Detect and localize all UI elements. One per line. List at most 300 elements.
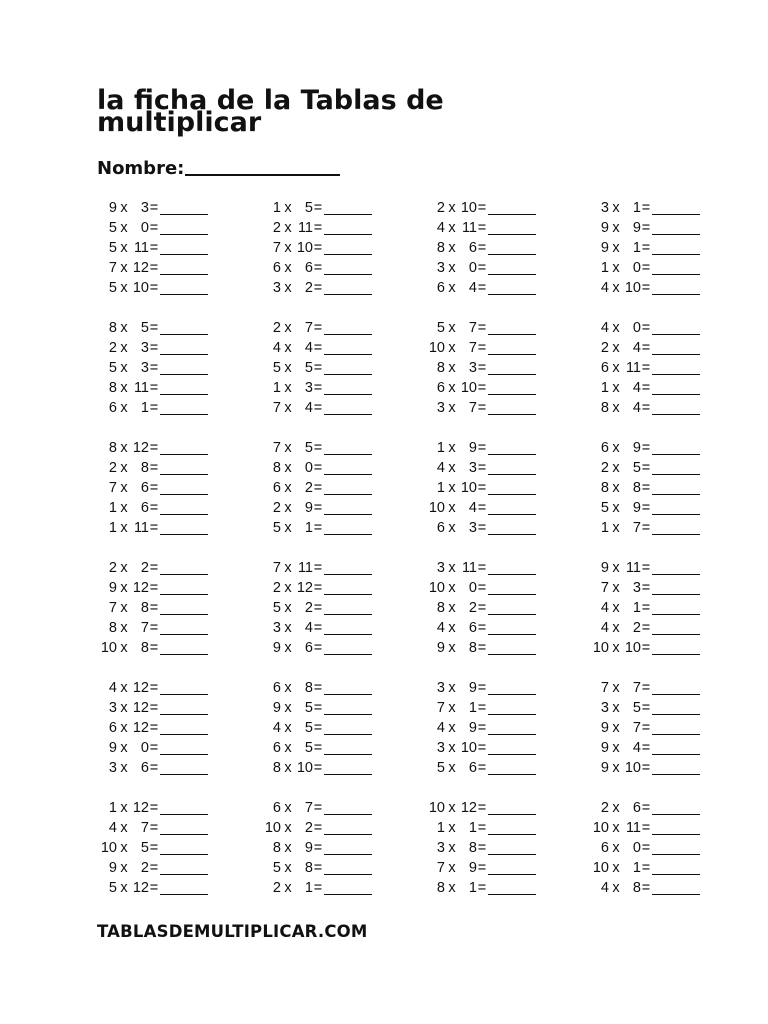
answer-blank[interactable] <box>652 601 700 615</box>
answer-blank[interactable] <box>652 461 700 475</box>
equals-sign: = <box>313 380 323 396</box>
answer-blank[interactable] <box>652 381 700 395</box>
answer-blank[interactable] <box>488 441 536 455</box>
answer-blank[interactable] <box>488 581 536 595</box>
factor-a: 3 <box>436 740 445 756</box>
answer-blank[interactable] <box>324 401 372 415</box>
answer-blank[interactable] <box>324 641 372 655</box>
factor-a: 5 <box>272 600 281 616</box>
times-sign: x <box>448 220 456 236</box>
multiplication-problem <box>425 878 541 898</box>
answer-blank[interactable] <box>160 341 208 355</box>
times-sign: x <box>120 860 128 876</box>
times-sign: x <box>448 460 456 476</box>
equals-sign: = <box>477 560 487 576</box>
answer-blank[interactable] <box>652 641 700 655</box>
factor-b: 12 <box>132 720 149 736</box>
factor-b: 4 <box>468 280 477 296</box>
multiplication-problem <box>589 878 705 898</box>
factor-a: 7 <box>600 680 609 696</box>
answer-blank[interactable] <box>652 761 700 775</box>
multiplication-problem <box>97 878 213 898</box>
answer-blank[interactable] <box>488 521 536 535</box>
times-sign: x <box>612 260 620 276</box>
factor-b: 1 <box>140 400 149 416</box>
factor-b: 4 <box>632 340 641 356</box>
answer-blank[interactable] <box>160 861 208 875</box>
answer-blank[interactable] <box>324 481 372 495</box>
multiplication-problem <box>97 378 213 398</box>
equals-sign: = <box>149 480 159 496</box>
multiplication-problem <box>261 358 377 378</box>
answer-blank[interactable] <box>652 401 700 415</box>
answer-blank[interactable] <box>324 281 372 295</box>
answer-blank[interactable] <box>488 221 536 235</box>
answer-blank[interactable] <box>652 861 700 875</box>
answer-blank[interactable] <box>324 821 372 835</box>
answer-blank[interactable] <box>324 621 372 635</box>
factor-b: 2 <box>468 600 477 616</box>
times-sign: x <box>120 280 128 296</box>
multiplication-problem <box>589 198 705 218</box>
answer-blank[interactable] <box>324 441 372 455</box>
answer-blank[interactable] <box>160 581 208 595</box>
answer-blank[interactable] <box>160 841 208 855</box>
times-sign: x <box>612 500 620 516</box>
factor-b: 8 <box>304 860 313 876</box>
answer-blank[interactable] <box>652 341 700 355</box>
factor-b: 3 <box>468 520 477 536</box>
factor-b: 2 <box>304 820 313 836</box>
answer-blank[interactable] <box>488 641 536 655</box>
answer-blank[interactable] <box>488 761 536 775</box>
times-sign: x <box>448 760 456 776</box>
answer-blank[interactable] <box>652 721 700 735</box>
times-sign: x <box>612 640 620 656</box>
multiplication-problem <box>589 238 705 258</box>
multiplication-problem <box>425 858 541 878</box>
equals-sign: = <box>641 320 651 336</box>
factor-a: 5 <box>272 520 281 536</box>
equals-sign: = <box>149 320 159 336</box>
answer-blank[interactable] <box>160 461 208 475</box>
answer-blank[interactable] <box>652 881 700 895</box>
times-sign: x <box>120 760 128 776</box>
answer-blank[interactable] <box>160 401 208 415</box>
multiplication-problem <box>589 358 705 378</box>
answer-blank[interactable] <box>652 701 700 715</box>
answer-blank[interactable] <box>488 501 536 515</box>
multiplication-problem <box>261 678 377 698</box>
factor-a: 3 <box>436 260 445 276</box>
multiplication-problem <box>97 678 213 698</box>
factor-a: 8 <box>272 840 281 856</box>
answer-blank[interactable] <box>488 741 536 755</box>
name-label: Nombre: <box>97 158 185 179</box>
factor-b: 1 <box>304 880 313 896</box>
answer-blank[interactable] <box>160 221 208 235</box>
equals-sign: = <box>149 460 159 476</box>
factor-b: 5 <box>304 360 313 376</box>
factor-b: 5 <box>632 460 641 476</box>
answer-blank[interactable] <box>160 881 208 895</box>
equals-sign: = <box>641 240 651 256</box>
factor-a: 4 <box>272 340 281 356</box>
equals-sign: = <box>641 480 651 496</box>
times-sign: x <box>284 240 292 256</box>
answer-blank[interactable] <box>160 361 208 375</box>
factor-b: 6 <box>632 800 641 816</box>
answer-blank[interactable] <box>160 621 208 635</box>
multiplication-problem <box>97 838 213 858</box>
times-sign: x <box>448 640 456 656</box>
factor-b: 3 <box>632 580 641 596</box>
equals-sign: = <box>477 640 487 656</box>
answer-blank[interactable] <box>324 361 372 375</box>
times-sign: x <box>284 580 292 596</box>
answer-blank[interactable] <box>324 261 372 275</box>
factor-b: 2 <box>140 860 149 876</box>
equals-sign: = <box>641 860 651 876</box>
factor-b: 2 <box>304 280 313 296</box>
answer-blank[interactable] <box>160 641 208 655</box>
answer-blank[interactable] <box>160 561 208 575</box>
answer-blank[interactable] <box>324 381 372 395</box>
answer-blank[interactable] <box>652 741 700 755</box>
equals-sign: = <box>641 740 651 756</box>
multiplication-problem <box>261 278 377 298</box>
answer-blank[interactable] <box>160 521 208 535</box>
factor-a: 9 <box>600 240 609 256</box>
times-sign: x <box>120 680 128 696</box>
multiplication-problem <box>97 618 213 638</box>
answer-blank[interactable] <box>488 481 536 495</box>
multiplication-problem <box>97 338 213 358</box>
answer-blank[interactable] <box>488 861 536 875</box>
answer-blank[interactable] <box>324 841 372 855</box>
equals-sign: = <box>313 640 323 656</box>
times-sign: x <box>284 200 292 216</box>
equals-sign: = <box>313 340 323 356</box>
answer-blank[interactable] <box>160 741 208 755</box>
factor-b: 1 <box>632 200 641 216</box>
equals-sign: = <box>641 700 651 716</box>
factor-b: 4 <box>632 400 641 416</box>
multiplication-problem <box>589 698 705 718</box>
times-sign: x <box>284 520 292 536</box>
multiplication-problem <box>97 218 213 238</box>
times-sign: x <box>284 800 292 816</box>
answer-blank[interactable] <box>324 201 372 215</box>
answer-blank[interactable] <box>488 801 536 815</box>
answer-blank[interactable] <box>324 881 372 895</box>
factor-b: 2 <box>304 600 313 616</box>
answer-blank[interactable] <box>160 201 208 215</box>
answer-blank[interactable] <box>160 761 208 775</box>
multiplication-problem <box>589 598 705 618</box>
multiplication-problem <box>261 578 377 598</box>
equals-sign: = <box>477 340 487 356</box>
answer-blank[interactable] <box>488 561 536 575</box>
factor-a: 1 <box>600 380 609 396</box>
times-sign: x <box>120 360 128 376</box>
factor-b: 4 <box>468 500 477 516</box>
multiplication-problem <box>425 578 541 598</box>
factor-b: 7 <box>140 620 149 636</box>
multiplication-problem <box>97 638 213 658</box>
answer-blank[interactable] <box>160 501 208 515</box>
answer-blank[interactable] <box>488 721 536 735</box>
answer-blank[interactable] <box>652 321 700 335</box>
factor-b: 9 <box>468 720 477 736</box>
answer-blank[interactable] <box>324 241 372 255</box>
answer-blank[interactable] <box>160 701 208 715</box>
answer-blank[interactable] <box>324 601 372 615</box>
answer-blank[interactable] <box>652 261 700 275</box>
multiplication-problem <box>425 678 541 698</box>
answer-blank[interactable] <box>652 801 700 815</box>
answer-blank[interactable] <box>488 321 536 335</box>
answer-blank[interactable] <box>488 681 536 695</box>
factor-b: 10 <box>624 280 641 296</box>
answer-blank[interactable] <box>488 281 536 295</box>
name-blank-line[interactable] <box>185 173 340 176</box>
answer-blank[interactable] <box>488 241 536 255</box>
answer-blank[interactable] <box>652 841 700 855</box>
answer-blank[interactable] <box>488 821 536 835</box>
answer-blank[interactable] <box>324 801 372 815</box>
answer-blank[interactable] <box>160 321 208 335</box>
times-sign: x <box>448 440 456 456</box>
equals-sign: = <box>313 840 323 856</box>
factor-b: 4 <box>632 740 641 756</box>
answer-blank[interactable] <box>652 481 700 495</box>
factor-b: 6 <box>304 640 313 656</box>
answer-blank[interactable] <box>488 621 536 635</box>
factor-b: 12 <box>132 440 149 456</box>
multiplication-problem <box>425 798 541 818</box>
equals-sign: = <box>477 580 487 596</box>
factor-a: 8 <box>436 880 445 896</box>
factor-b: 12 <box>296 580 313 596</box>
answer-blank[interactable] <box>324 341 372 355</box>
multiplication-problem <box>261 558 377 578</box>
factor-b: 6 <box>468 620 477 636</box>
answer-blank[interactable] <box>652 561 700 575</box>
multiplication-problem <box>425 618 541 638</box>
answer-blank[interactable] <box>652 241 700 255</box>
equals-sign: = <box>149 260 159 276</box>
multiplication-problem <box>261 618 377 638</box>
times-sign: x <box>612 800 620 816</box>
equals-sign: = <box>641 680 651 696</box>
factor-a: 5 <box>600 500 609 516</box>
equals-sign: = <box>641 800 651 816</box>
factor-a: 8 <box>108 620 117 636</box>
answer-blank[interactable] <box>488 341 536 355</box>
factor-b: 12 <box>132 680 149 696</box>
answer-blank[interactable] <box>652 621 700 635</box>
answer-blank[interactable] <box>324 521 372 535</box>
factor-a: 6 <box>600 840 609 856</box>
factor-a: 8 <box>436 600 445 616</box>
answer-blank[interactable] <box>652 501 700 515</box>
answer-blank[interactable] <box>652 281 700 295</box>
times-sign: x <box>284 380 292 396</box>
answer-blank[interactable] <box>324 701 372 715</box>
multiplication-problem <box>261 478 377 498</box>
answer-blank[interactable] <box>160 481 208 495</box>
answer-blank[interactable] <box>324 321 372 335</box>
answer-blank[interactable] <box>324 561 372 575</box>
answer-blank[interactable] <box>652 581 700 595</box>
multiplication-problem <box>97 358 213 378</box>
equals-sign: = <box>313 320 323 336</box>
times-sign: x <box>448 200 456 216</box>
answer-blank[interactable] <box>652 201 700 215</box>
problem-block <box>97 678 717 778</box>
equals-sign: = <box>313 760 323 776</box>
answer-blank[interactable] <box>652 441 700 455</box>
factor-a: 3 <box>600 700 609 716</box>
factor-a: 1 <box>436 440 445 456</box>
equals-sign: = <box>313 500 323 516</box>
answer-blank[interactable] <box>160 441 208 455</box>
multiplication-problem <box>425 838 541 858</box>
multiplication-problem <box>97 398 213 418</box>
answer-blank[interactable] <box>160 281 208 295</box>
times-sign: x <box>284 700 292 716</box>
answer-blank[interactable] <box>324 461 372 475</box>
factor-b: 3 <box>140 360 149 376</box>
answer-blank[interactable] <box>324 861 372 875</box>
times-sign: x <box>448 500 456 516</box>
multiplication-problem <box>261 498 377 518</box>
times-sign: x <box>120 840 128 856</box>
equals-sign: = <box>313 440 323 456</box>
factor-b: 11 <box>625 820 641 836</box>
factor-a: 7 <box>108 480 117 496</box>
times-sign: x <box>284 500 292 516</box>
multiplication-problem <box>589 318 705 338</box>
answer-blank[interactable] <box>652 221 700 235</box>
answer-blank[interactable] <box>488 461 536 475</box>
times-sign: x <box>284 400 292 416</box>
times-sign: x <box>284 280 292 296</box>
multiplication-problem <box>589 458 705 478</box>
multiplication-problem <box>261 878 377 898</box>
answer-blank[interactable] <box>488 401 536 415</box>
equals-sign: = <box>477 840 487 856</box>
answer-blank[interactable] <box>160 681 208 695</box>
equals-sign: = <box>313 600 323 616</box>
multiplication-problem <box>425 638 541 658</box>
factor-b: 10 <box>296 760 313 776</box>
answer-blank[interactable] <box>160 601 208 615</box>
answer-blank[interactable] <box>488 841 536 855</box>
multiplication-problem <box>589 518 705 538</box>
factor-a: 9 <box>600 720 609 736</box>
equals-sign: = <box>477 600 487 616</box>
times-sign: x <box>612 680 620 696</box>
times-sign: x <box>284 720 292 736</box>
answer-blank[interactable] <box>652 521 700 535</box>
answer-blank[interactable] <box>488 381 536 395</box>
factor-b: 3 <box>140 340 149 356</box>
times-sign: x <box>448 320 456 336</box>
times-sign: x <box>120 560 128 576</box>
times-sign: x <box>448 380 456 396</box>
answer-blank[interactable] <box>160 801 208 815</box>
factor-a: 1 <box>436 820 445 836</box>
factor-b: 3 <box>140 200 149 216</box>
answer-blank[interactable] <box>652 821 700 835</box>
equals-sign: = <box>641 460 651 476</box>
times-sign: x <box>120 500 128 516</box>
answer-blank[interactable] <box>324 761 372 775</box>
answer-blank[interactable] <box>160 821 208 835</box>
factor-a: 1 <box>108 520 117 536</box>
times-sign: x <box>448 580 456 596</box>
times-sign: x <box>448 840 456 856</box>
factor-a: 9 <box>600 740 609 756</box>
multiplication-problem <box>97 558 213 578</box>
answer-blank[interactable] <box>324 741 372 755</box>
answer-blank[interactable] <box>488 881 536 895</box>
times-sign: x <box>284 680 292 696</box>
factor-a: 9 <box>600 560 609 576</box>
factor-b: 0 <box>468 580 477 596</box>
factor-b: 1 <box>632 860 641 876</box>
answer-blank[interactable] <box>488 361 536 375</box>
answer-blank[interactable] <box>160 241 208 255</box>
factor-b: 1 <box>632 240 641 256</box>
times-sign: x <box>284 560 292 576</box>
answer-blank[interactable] <box>160 261 208 275</box>
times-sign: x <box>448 600 456 616</box>
answer-blank[interactable] <box>160 721 208 735</box>
answer-blank[interactable] <box>652 681 700 695</box>
factor-a: 4 <box>436 620 445 636</box>
equals-sign: = <box>477 680 487 696</box>
multiplication-problem <box>261 438 377 458</box>
equals-sign: = <box>149 360 159 376</box>
times-sign: x <box>284 760 292 776</box>
answer-blank[interactable] <box>652 361 700 375</box>
factor-b: 10 <box>624 760 641 776</box>
factor-b: 4 <box>304 400 313 416</box>
answer-blank[interactable] <box>324 581 372 595</box>
factor-a: 9 <box>108 860 117 876</box>
answer-blank[interactable] <box>488 701 536 715</box>
factor-b: 10 <box>460 480 477 496</box>
answer-blank[interactable] <box>488 601 536 615</box>
answer-blank[interactable] <box>324 721 372 735</box>
answer-blank[interactable] <box>324 501 372 515</box>
equals-sign: = <box>149 280 159 296</box>
answer-blank[interactable] <box>160 381 208 395</box>
answer-blank[interactable] <box>324 221 372 235</box>
name-field-row <box>97 157 340 179</box>
equals-sign: = <box>641 840 651 856</box>
multiplication-problem <box>425 518 541 538</box>
answer-blank[interactable] <box>488 261 536 275</box>
times-sign: x <box>612 380 620 396</box>
answer-blank[interactable] <box>324 681 372 695</box>
equals-sign: = <box>313 460 323 476</box>
answer-blank[interactable] <box>488 201 536 215</box>
equals-sign: = <box>313 700 323 716</box>
